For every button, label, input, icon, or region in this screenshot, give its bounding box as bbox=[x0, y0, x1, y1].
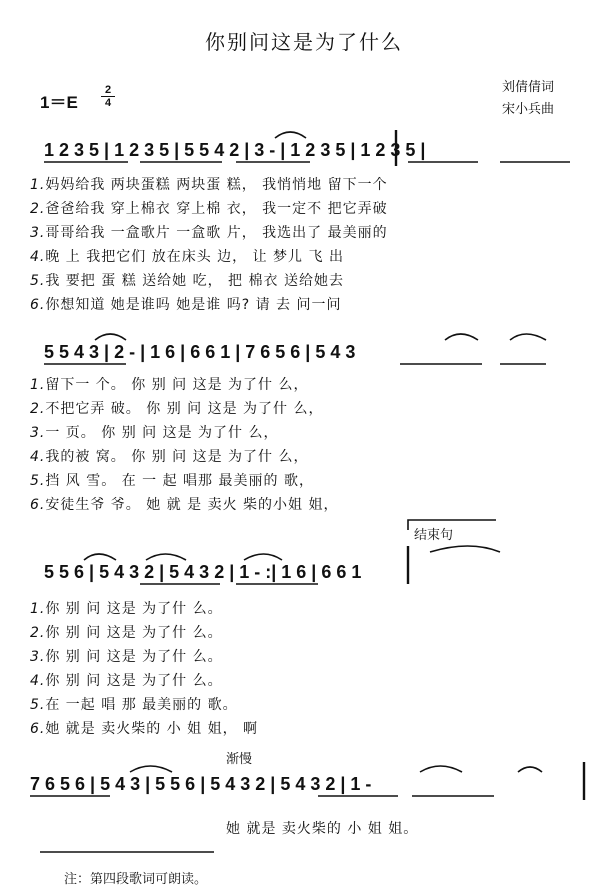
tempo-marking: 渐慢 bbox=[226, 752, 253, 767]
lyric-text: 晚 上 我把它们 放在床头 边， 让 梦儿 飞 出 bbox=[45, 249, 344, 265]
lyric-text: 我 要把 蛋 糕 送给她 吃， 把 棉衣 送给她去 bbox=[45, 273, 344, 289]
lyric-text: 不把它弄 破。 你 别 问 这是 为了什 么， bbox=[45, 401, 324, 417]
lyric-text: 在 一起 唱 那 最美丽的 歌。 bbox=[45, 697, 238, 713]
verse-number: 1. bbox=[30, 177, 46, 193]
verse-number: 3. bbox=[30, 425, 46, 441]
lyric-text: 爸爸给我 穿上棉衣 穿上棉 衣， 我一定不 把它弄破 bbox=[45, 201, 388, 217]
verse-number: 6. bbox=[30, 297, 46, 313]
footnote: 注：第四段歌词可朗读。 bbox=[64, 872, 208, 887]
verse-number: 1. bbox=[30, 601, 46, 617]
meter-bottom: 4 bbox=[104, 97, 112, 109]
song-title: 你别问这是为了什么 bbox=[205, 30, 403, 54]
slur-mark bbox=[244, 554, 282, 560]
verse-number: 2. bbox=[30, 201, 46, 217]
lyric-text: 一 页。 你 别 问 这是 为了什 么， bbox=[45, 425, 279, 441]
ending-bracket bbox=[408, 520, 496, 530]
lyric-text: 留下一 个。 你 别 问 这是 为了什 么， bbox=[45, 377, 309, 393]
meter-top: 2 bbox=[104, 84, 112, 96]
lyric-text: 挡 风 雪。 在 一 起 唱那 最美丽的 歌， bbox=[45, 473, 314, 489]
verse-number: 2. bbox=[30, 401, 46, 417]
slur-mark bbox=[275, 132, 306, 138]
verse-number: 4. bbox=[30, 449, 46, 465]
slur-mark bbox=[445, 334, 478, 340]
slur-mark bbox=[130, 766, 172, 772]
lyric-text: 你 别 问 这是 为了什 么。 bbox=[45, 649, 223, 665]
verse-number: 2. bbox=[30, 625, 46, 641]
lyric-text: 你 别 问 这是 为了什 么。 bbox=[45, 601, 223, 617]
slur-mark bbox=[95, 334, 126, 340]
slur-mark bbox=[146, 554, 186, 560]
lyric-text: 我的被 窝。 你 别 问 这是 为了什 么， bbox=[45, 449, 309, 465]
lyric-text: 你 别 问 这是 为了什 么。 bbox=[45, 625, 223, 641]
ending-label: 结束句 bbox=[414, 528, 454, 543]
lyric-text: 她 就是 卖火柴的 小 姐 姐。 bbox=[226, 821, 419, 837]
verse-number: 1. bbox=[30, 377, 46, 393]
verse-number: 3. bbox=[30, 225, 46, 241]
verse-number: 5. bbox=[30, 273, 46, 289]
verse-number: 3. bbox=[30, 649, 46, 665]
system-3-notes: 5 5 6 | 5 4 3 2 | 5 4 3 2 | 1 - :| 1 6 | 6 6 1 bbox=[44, 562, 362, 582]
verse-number: 5. bbox=[30, 473, 46, 489]
verse-number: 6. bbox=[30, 497, 46, 513]
system-2-notes: 5 5 4 3 | 2 - | 1 6 | 6 6 1 | 7 6 5 6 | 5 4 3 bbox=[44, 342, 356, 362]
lyric-text: 妈妈给我 两块蛋糕 两块蛋 糕， 我悄悄地 留下一个 bbox=[45, 177, 388, 193]
composer-credit: 宋小兵曲 bbox=[502, 102, 555, 117]
lyric-text: 安徒生爷 爷。 她 就 是 卖火 柴的小姐 姐， bbox=[45, 497, 339, 513]
key-signature: 1＝E bbox=[40, 93, 78, 112]
slur-mark bbox=[430, 546, 500, 552]
lyric-text: 哥哥给我 一盒歌片 一盒歌 片， 我选出了 最美丽的 bbox=[45, 225, 388, 241]
slur-mark bbox=[84, 554, 116, 560]
lyric-text: 你 别 问 这是 为了什 么。 bbox=[45, 673, 223, 689]
lyric-text: 她 就是 卖火柴的 小 姐 姐， 啊 bbox=[45, 721, 259, 737]
lyricist-credit: 刘倩倩词 bbox=[502, 80, 555, 95]
slur-mark bbox=[420, 766, 462, 772]
verse-number: 5. bbox=[30, 697, 46, 713]
lyric-text: 你想知道 她是谁吗 她是谁 吗? 请 去 问一问 bbox=[45, 297, 342, 313]
system-1-notes: 1 2 3 5 | 1 2 3 5 | 5 5 4 2 | 3 - | 1 2 3 5 | 1 2 3 5 | bbox=[44, 140, 426, 160]
verse-number: 4. bbox=[30, 249, 46, 265]
verse-number: 4. bbox=[30, 673, 46, 689]
slur-mark bbox=[510, 334, 546, 340]
verse-number: 6. bbox=[30, 721, 46, 737]
system-4-notes: 7 6 5 6 | 5 4 3 | 5 5 6 | 5 4 3 2 | 5 4 3 2 | 1 - bbox=[30, 774, 372, 794]
fermata-mark bbox=[518, 767, 542, 772]
